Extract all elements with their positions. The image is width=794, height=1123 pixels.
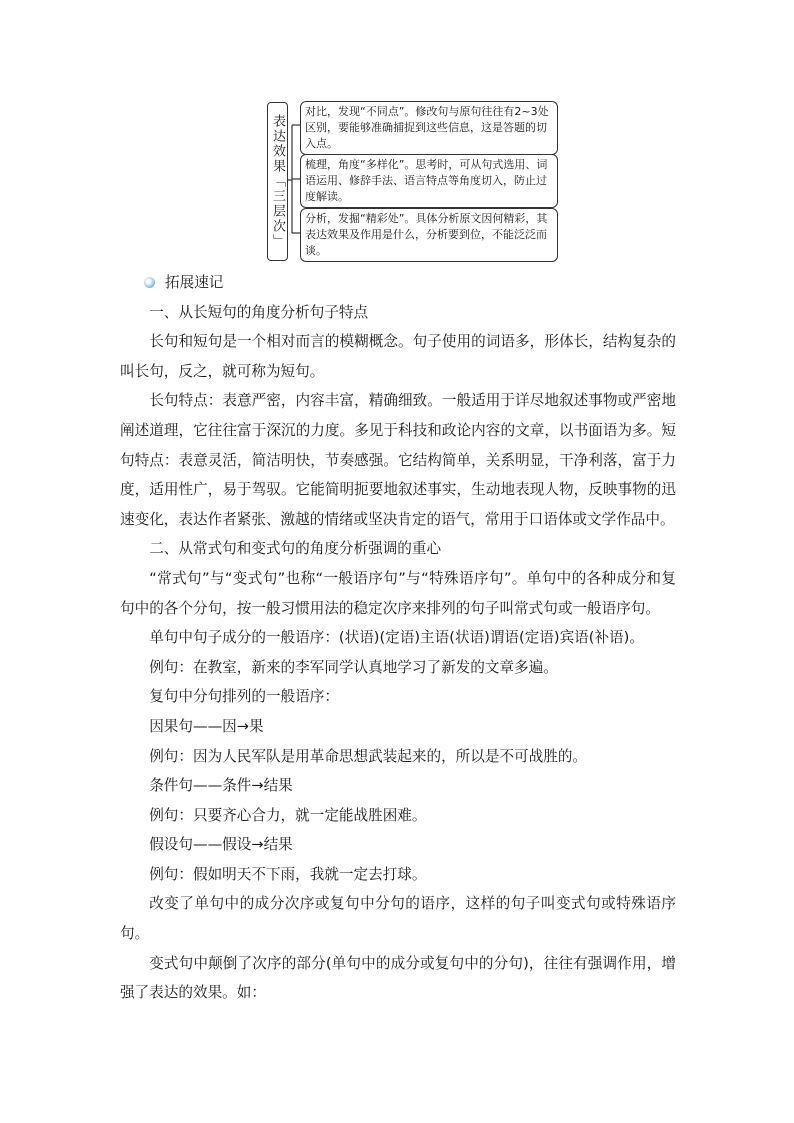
main-content: [120, 268, 676, 1008]
example-cause-effect: 例句：因为人民军队是用革命思想武装起来的，所以是不可战胜的。: [149, 747, 588, 765]
section-header: [144, 268, 676, 298]
paragraph-variant-effect: 变式句中颠倒了次序的部分(单句中的成分或复句中的分句)，往往有强调作用，增强了表达的效果。如：: [120, 954, 676, 1002]
rule-cause-effect: 因果句——因→果: [149, 717, 264, 735]
heading-long-short: 一、从长短句的角度分析句子特点: [149, 303, 369, 321]
diagram-root-text: 表达效果「三层次」: [270, 114, 285, 249]
rule-hypothesis: 假设句——假设→结果: [149, 836, 293, 854]
example-condition: 例句：只要齐心合力，就一定能战胜困难。: [149, 806, 427, 824]
example-hypothesis: 例句：假如明天不下雨，我就一定去打球。: [149, 865, 427, 883]
paragraph-regular-sentence: “常式句”与“变式句”也称“一般语序句”与“特殊语序句”。单句中的各种成分和复句中的各个分句，按一般习惯用法的稳定次序来排列的句子叫常式句或一般语序句。: [120, 569, 676, 617]
diagram-root-label: [267, 102, 288, 261]
paragraph-features: 长句特点：表意严密，内容丰富，精确细致。一般适用于详尽地叙述事物或严密地阐述道理，它往往富于深沉的力度。多见于科技和政论内容的文章，以书面语为多。短句特点：表意灵活，简洁明快，节奏感强。它结构简单，关系明显，干净利落，富于力度，适用性广，易于驾驭。它能简明扼要地叙述事实，生动地表现人物，反映事物的迅速变化，表达作者紧张、激越的情绪或坚决肯定的语气，常用于口语体或文学作品中。: [120, 392, 676, 528]
paragraph-simple-order: 单句中句子成分的一般语序：(状语)(定语)主语(状语)谓语(定语)宾语(补语)。: [149, 629, 644, 647]
expression-effect-diagram: [0, 0, 794, 270]
diagram-box-compare: 对比，发现“不同点”。修改句与原句往往有2~3处区别，要能够准确捕捉到这些信息，这是答题的切入点。: [300, 101, 558, 155]
example-simple: 例句：在教室，新来的李军同学认真地学习了新发的文章多遍。: [149, 658, 558, 676]
paragraph-variant-sentence: 改变了单句中的成分次序或复句中分句的语序，这样的句子叫变式句或特殊语序句。: [120, 895, 676, 943]
circle-bullet-icon: [144, 277, 155, 288]
diagram-box-analyze: 分析，发掘“精彩处”。具体分析原文因何精彩，其表达效果及作用是什么，分析要到位，不能泛泛而谈。: [300, 208, 558, 262]
heading-word-order: 二、从常式句和变式句的角度分析强调的重心: [149, 540, 442, 558]
rule-condition: 条件句——条件→结果: [149, 777, 293, 795]
diagram-box-organize: 梳理，角度“多样化”。思考时，可从句式选用、词语运用、修辞手法、语言特点等角度切入，防止过度解读。: [300, 154, 558, 208]
paragraph-definition: 长句和短句是一个相对而言的模糊概念。句子使用的词语多，形体长，结构复杂的叫长句，反之，就可称为短句。: [120, 333, 676, 380]
section-title: 拓展速记: [165, 274, 224, 291]
paragraph-complex-order: 复句中分句排列的一般语序：: [149, 688, 339, 706]
